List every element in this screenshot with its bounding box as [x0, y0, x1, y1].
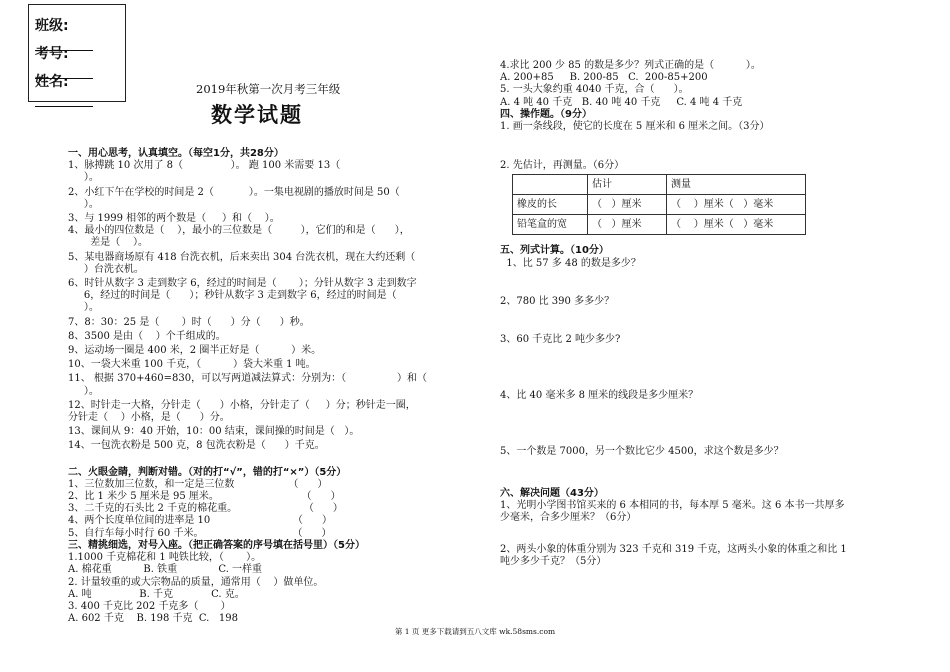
question-line: 2、小红下午在学校的时间是 2（ ）。一集电视剧的播放时间是 50（ [68, 186, 400, 198]
question-line: 1. 画一条线段，使它的长度在 5 厘米和 6 厘米之间。（3分） [500, 121, 770, 133]
question-line: 2. 计量较重的或大宗物品的质量，通常用（ ）做单位。 [68, 576, 324, 588]
question-line: 3、与 1999 相邻的两个数是（ ）和（ ）。 [68, 213, 280, 225]
question-line: 11、 根据 370+460=830，可以写两道减法算式：分别为：（ ）和（ [68, 373, 427, 385]
question-line: A. 棉花重 B. 铁重 C. 一样重 [68, 564, 263, 576]
question-line: 2、780 比 390 多多少？ [500, 295, 615, 307]
right-bottom-questions [500, 245, 900, 568]
question-line: 5、某电器商场原有 418 台洗衣机，后来卖出 304 台洗衣机，现在大约还剩（ [68, 251, 416, 263]
question-line: 差是（ ）。 [68, 237, 148, 249]
question-line: 吨少多少千克？（5分） [500, 556, 607, 568]
section-heading: 一、用心思考，认真填空。（每空1分，共28分） [68, 148, 284, 159]
left-column [68, 148, 468, 625]
table-header-row [513, 175, 806, 195]
table-cell: 铅笔盒的宽 [513, 215, 588, 235]
question-line: ）台洗衣机。 [68, 263, 144, 275]
question-line: 1、光明小学图书馆买来的 6 本相同的书，每本厚 5 毫米。这 6 本书一共厚多 [500, 499, 845, 511]
question-line: 1、脉搏跳 10 次用了 8（ ）。 跑 100 米需要 13（ [68, 160, 341, 172]
name-blank[interactable] [35, 94, 93, 107]
table-header-cell: 估计 [588, 175, 667, 195]
question-line: 4.求比 200 少 85 的数是多少？列式正确的是（ ）。 [500, 60, 761, 71]
question-line: 4、最小的四位数是（ ），最小的三位数是（ ），它们的和是（ ）， [68, 225, 410, 237]
question-line: A. 602 千克 B. 198 千克 C. 198 [68, 613, 238, 625]
section-heading: 六、解决问题（43分） [500, 487, 604, 499]
table-cell[interactable]: （ ）厘米（ ）毫米 [667, 215, 806, 235]
question-line: 2、两头小象的体重分别为 323 千克和 319 千克，这两头小象的体重之和比 1 [500, 544, 847, 556]
question-line: 6，经过的时间是（ ）；秒针从数字 3 走到数字 6，经过的时间是（ [68, 290, 397, 302]
question-line: 14、一包洗衣粉是 500 克，8 包洗衣粉是（ ）千克。 [68, 440, 325, 452]
question-line: 2、比 1 米少 5 厘米是 95 厘米。 （ ） [68, 491, 341, 503]
question-line: 5、自行车每小时行 60 千米。 （ ） [68, 527, 332, 539]
exam-title: 数学试题 [211, 102, 303, 127]
right-column [500, 60, 900, 569]
question-line: 分针走（ ）小格，是（ ）分。 [68, 412, 230, 424]
measure-table [512, 174, 806, 235]
question-line: 4、两个长度单位间的进率是 10 （ ） [68, 515, 332, 527]
section-heading: 四、操作题。（9分） [500, 108, 592, 120]
question-line: 1.1000 千克棉花和 1 吨铁比较，（ ）。 [68, 552, 262, 564]
question-line: 9、运动场一圈是 400 米，2 圈半正好是（ ）米。 [68, 345, 322, 357]
page-footer: 第 1 页 更多下载请到五八文库 wk.58sms.com [394, 627, 556, 636]
question-line: A. 200+85 B. 200-85 C. 200-85+200 [500, 72, 708, 84]
question-line: 3、60 千克比 2 吨少多少? [500, 334, 621, 346]
right-top-questions [500, 60, 900, 172]
question-line: 12、时针走一大格，分针走（ ）小格，分针走了（ ）分；秒针走一圈， [68, 399, 416, 411]
question-line: 13、课间从 9：40 开始，10：00 结束，课间操的时间是（ ）。 [68, 426, 360, 438]
table-header-cell [513, 175, 588, 195]
table-cell: 橡皮的长 [513, 195, 588, 215]
question-line: 6、时针从数字 3 走到数字 6，经过的时间是（ ）；分针从数字 3 走到数字 [68, 278, 417, 290]
question-line: 少毫米，合多少厘米？（6分） [500, 512, 637, 524]
section-heading: 五、列式计算。（10分） [500, 245, 609, 257]
question-line: 1、三位数加三位数，和一定是三位数 （ ） [68, 478, 328, 490]
question-line: 1、比 57 多 48 的数是多少？ [500, 257, 641, 269]
table-row [513, 195, 806, 215]
question-line: 3. 400 千克比 202 千克多（ ） [68, 600, 231, 612]
table-row [513, 215, 806, 235]
table-cell[interactable]: （ ）厘米（ ）毫米 [667, 195, 806, 215]
name-field[interactable] [35, 71, 125, 107]
table-header-cell: 测量 [667, 175, 806, 195]
question-line: A. 吨 B. 千克 C. 克。 [68, 588, 245, 600]
question-line: A. 4 吨 40 千克 B. 40 吨 40 千克 C. 4 吨 4 千克 [500, 96, 743, 108]
question-line: ）。 [68, 198, 99, 210]
question-line: 5、一个数是 7000，另一个数比它少 4500，求这个数是多少？ [500, 446, 784, 458]
question-line: ）。 [68, 172, 99, 184]
exam-subtitle: 2019年秋第一次月考三年级 [196, 82, 341, 96]
question-line: ）。 [68, 302, 99, 314]
question-line: 8、3500 是由（ ）个千组成的。 [68, 330, 226, 342]
question-line: 3、二千克的石头比 2 千克的棉花重。 （ ） [68, 503, 343, 515]
table-cell[interactable]: （ ）厘米 [588, 195, 667, 215]
question-line: 2. 先估计，再测量。（6分） [500, 160, 625, 172]
question-line: 5. 一头大象约重 4040 千克，合（ ）。 [500, 84, 689, 96]
table-cell[interactable]: （ ）厘米 [588, 215, 667, 235]
section-heading: 三、精挑细选，对号入座。（把正确答案的序号填在括号里）（5分） [68, 539, 365, 551]
section-heading: 二、火眼金睛，判断对错。（对的打“√”，错的打“×”）（5分） [68, 466, 347, 478]
name-label: 姓名: [35, 74, 69, 90]
question-line: 10、一袋大米重 100 千克，（ ）袋大米重 1 吨。 [68, 359, 316, 371]
class-label: 班级: [35, 18, 69, 34]
question-line: 4、比 40 毫米多 8 厘米的线段是多少厘米？ [500, 390, 699, 402]
question-line: 7、8：30：25 是（ ）时（ ）分（ ）秒。 [68, 316, 310, 328]
number-label: 考号: [35, 46, 69, 62]
student-info-box [28, 4, 126, 102]
question-line: ）。 [68, 385, 99, 397]
